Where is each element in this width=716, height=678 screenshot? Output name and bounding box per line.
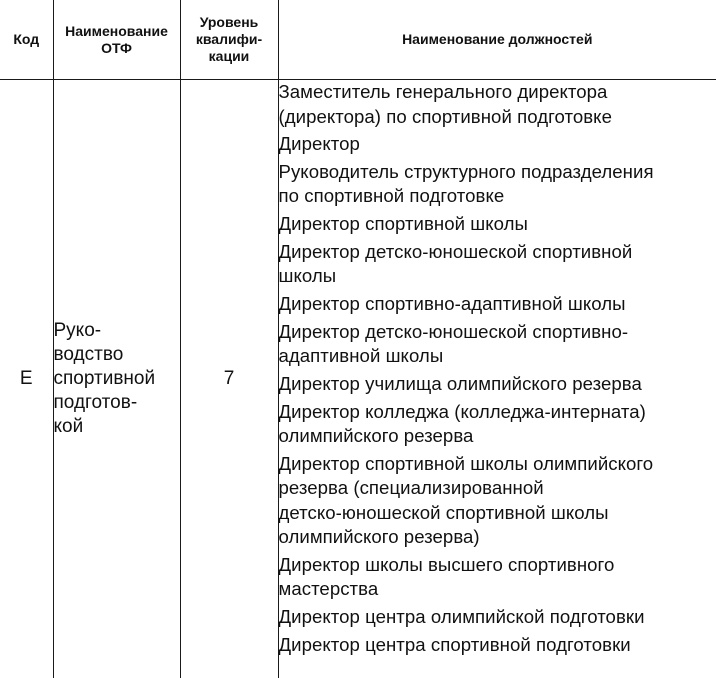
table-row <box>0 80 716 678</box>
position-item: Директор <box>278 133 360 155</box>
header-otf-name: Наименование ОТФ <box>53 0 180 80</box>
position-item: Директор спортивно-адаптивной школы <box>278 292 626 314</box>
position-item: Директор спортивной школы <box>278 213 528 235</box>
position-item: Директор колледжа (колледжа-интерната) олимпийского резерва <box>278 400 646 446</box>
cell-otf-name: Руко- водство спортивной подготов- кой <box>53 80 180 678</box>
cell-qualification-level: 7 <box>180 80 278 678</box>
position-item: Директор центра спортивной подготовки <box>278 633 631 655</box>
position-item: Директор спортивной школы олимпийского резерва (специализированной детско-юношеской спортивной школы олимпийского резерва) <box>278 452 654 548</box>
header-positions: Наименование должностей <box>278 0 716 80</box>
header-row <box>0 0 716 80</box>
position-item: Директор детско-юношеской спортивно- адаптивной школы <box>278 320 629 367</box>
cell-code: Е <box>0 80 53 678</box>
position-item: Руководитель структурного подразделения по спортивной подготовке <box>278 160 654 207</box>
position-item: Директор центра олимпийской подготовки <box>278 606 645 628</box>
header-qualification-level: Уровень квалифи- кации <box>180 0 278 80</box>
position-item: Заместитель генерального директора (директора) по спортивной подготовке <box>278 81 612 127</box>
position-item: Директор школы высшего спортивного мастерства <box>278 553 615 600</box>
header-code: Код <box>0 0 53 80</box>
cell-positions <box>278 80 716 678</box>
position-item: Директор училища олимпийского резерва <box>278 372 642 394</box>
position-item: Директор детско-юношеской спортивной школы <box>278 240 633 287</box>
